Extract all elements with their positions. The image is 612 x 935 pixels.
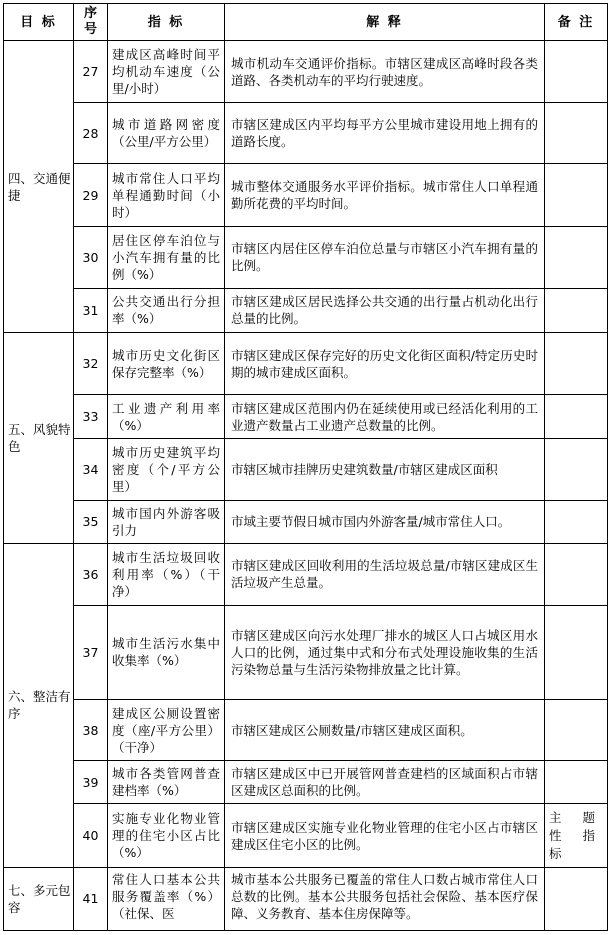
explanation-cell: 市辖区建成区实施专业化物业管理的住宅小区占市辖区建成区住宅小区的比例。 [225, 804, 545, 867]
note-cell [545, 543, 608, 605]
explanation-cell: 市辖区建成区公厕数量/市辖区建成区面积。 [225, 700, 545, 761]
table-row [4, 439, 608, 500]
indicator-cell: 城市历史建筑平均密度（个/平方公里） [108, 439, 225, 500]
explanation-cell: 城市整体交通服务水平评价指标。城市常住人口单程通勤所花费的平均时间。 [225, 164, 545, 226]
row-number: 41 [74, 867, 108, 930]
row-number: 29 [74, 164, 108, 226]
goal-group-cell [4, 867, 74, 930]
goal-group-cell [4, 333, 74, 544]
table-row [4, 867, 608, 930]
row-number: 33 [74, 395, 108, 439]
explanation-cell: 市辖区建成区中已开展管网普查建档的区域面积占市辖区建成区总面积的比例。 [225, 761, 545, 804]
indicator-cell: 城市各类管网普查建档率（%） [108, 761, 225, 804]
table-row [4, 288, 608, 332]
header-seq: 序号 [74, 4, 108, 41]
note-cell [545, 761, 608, 804]
explanation-cell: 市辖区建成区范围内仍在延续使用或已经活化利用的工业遗产数量占工业遗产总数量的比例。 [225, 395, 545, 439]
goal-group-label: 七、多元包容 [8, 882, 71, 915]
row-number: 38 [74, 700, 108, 761]
row-number: 36 [74, 543, 108, 605]
indicator-cell: 城市生活垃圾回收利用率（%）（干净） [108, 543, 225, 605]
explanation-cell: 城市基本公共服务已覆盖的常住人口数占城市常住人口总数的比例。基本公共服务包括社会保险、基本医疗保障、义务教育、基本住房保障等。 [225, 867, 545, 930]
explanation-cell: 市辖区城市挂牌历史建筑数量/市辖区建成区面积 [225, 439, 545, 500]
row-number: 27 [74, 41, 108, 103]
row-number: 28 [74, 103, 108, 164]
goal-group-label: 六、整洁有序 [8, 689, 71, 722]
row-number: 32 [74, 333, 108, 395]
table-row [4, 700, 608, 761]
row-number: 31 [74, 288, 108, 332]
note-cell [545, 700, 608, 761]
row-number: 40 [74, 804, 108, 867]
explanation-cell: 市辖区建成区向污水处理厂排水的城区人口占城区用水人口的比例，通过集中式和分布式处理设施收集的生活污染物总量与生活污染物排放量之比计算。 [225, 605, 545, 699]
header-row [4, 4, 608, 41]
table-row [4, 164, 608, 226]
indicator-cell: 实施专业化物业管理的住宅小区占比（%） [108, 804, 225, 867]
note-cell [545, 804, 608, 867]
goal-group-cell [4, 543, 74, 867]
explanation-cell: 市辖区建成区居民选择公共交通的出行量占机动化出行总量的比例。 [225, 288, 545, 332]
note-cell [545, 500, 608, 543]
goal-group-label: 四、交通便捷 [8, 170, 71, 203]
table-row [4, 761, 608, 804]
row-number: 39 [74, 761, 108, 804]
table-row [4, 226, 608, 288]
note-cell [545, 333, 608, 395]
note-cell [545, 605, 608, 699]
table-row [4, 103, 608, 164]
explanation-cell: 城市机动车交通评价指标。市辖区建成区高峰时段各类道路、各类机动车的平均行驶速度。 [225, 41, 545, 103]
header-goal: 目 标 [4, 4, 74, 41]
explanation-cell: 市辖区内居住区停车泊位总量与市辖区小汽车拥有量的比例。 [225, 226, 545, 288]
indicator-cell: 城市道路网密度（公里/平方公里） [108, 103, 225, 164]
header-indicator: 指 标 [108, 4, 225, 41]
indicator-cell: 城市常住人口平均单程通勤时间（小时） [108, 164, 225, 226]
explanation-cell: 市辖区建成区内平均每平方公里城市建设用地上拥有的道路长度。 [225, 103, 545, 164]
table-row [4, 804, 608, 867]
indicator-cell: 居住区停车泊位与小汽车拥有量的比例（%） [108, 226, 225, 288]
table-row [4, 605, 608, 699]
row-number: 37 [74, 605, 108, 699]
header-note: 备 注 [545, 4, 608, 41]
explanation-cell: 市辖区建成区回收利用的生活垃圾总量/市辖区建成区生活垃圾产生总量。 [225, 543, 545, 605]
table-row [4, 543, 608, 605]
indicator-cell: 城市国内外游客吸引力 [108, 500, 225, 543]
explanation-cell: 市辖区建成区保存完好的历史文化街区面积/特定历史时期的城市建成区面积。 [225, 333, 545, 395]
indicator-cell: 城市生活污水集中收集率（%） [108, 605, 225, 699]
indicator-cell: 建成区公厕设置密度（座/平方公里）（干净） [108, 700, 225, 761]
indicator-cell: 常住人口基本公共服务覆盖率（%）（社保、医 [108, 867, 225, 930]
row-number: 34 [74, 439, 108, 500]
indicator-cell: 工业遗产利用率（%） [108, 395, 225, 439]
table-row [4, 41, 608, 103]
note-cell [545, 288, 608, 332]
table-row [4, 500, 608, 543]
indicator-cell: 建成区高峰时间平均机动车速度（公里/小时） [108, 41, 225, 103]
indicator-cell: 公共交通出行分担率（%） [108, 288, 225, 332]
note-cell [545, 395, 608, 439]
note-cell [545, 103, 608, 164]
note-cell [545, 41, 608, 103]
note-cell [545, 226, 608, 288]
indicator-cell: 城市历史文化街区保存完整率（%） [108, 333, 225, 395]
note-cell [545, 164, 608, 226]
table-row [4, 333, 608, 395]
goal-group-label: 五、风貌特色 [8, 421, 71, 454]
note-cell [545, 867, 608, 930]
explanation-cell: 市域主要节假日城市国内外游客量/城市常住人口。 [225, 500, 545, 543]
goal-group-cell [4, 41, 74, 333]
indicator-table [3, 3, 608, 931]
row-number: 30 [74, 226, 108, 288]
table-row [4, 395, 608, 439]
note-cell [545, 439, 608, 500]
note-text: 主题性指标 [549, 809, 603, 861]
row-number: 35 [74, 500, 108, 543]
header-explanation: 解 释 [225, 4, 545, 41]
